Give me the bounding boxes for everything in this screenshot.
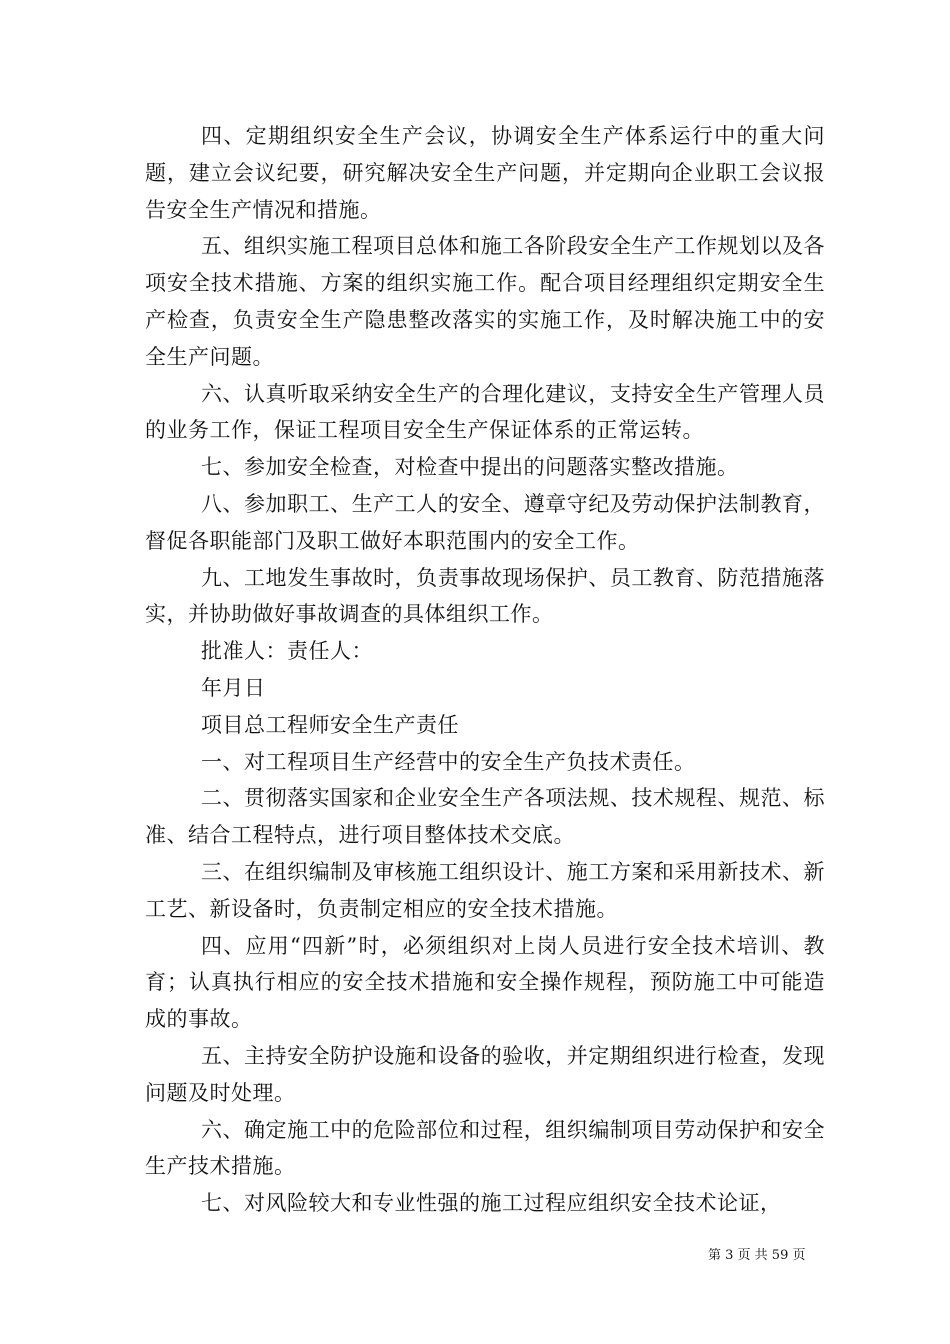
paragraph: 二、贯彻落实国家和企业安全生产各项法规、技术规程、规范、标准、结合工程特点，进行项目整体技术交底。 (145, 786, 825, 848)
paragraph: 一、对工程项目生产经营中的安全生产负技术责任。 (201, 749, 696, 774)
paragraph: 四、定期组织安全生产会议，协调安全生产体系运行中的重大问题，建立会议纪要，研究解决安全生产问题，并定期向企业职工会议报告安全生产情况和措施。 (145, 124, 825, 222)
paragraph: 七、参加安全检查，对检查中提出的问题落实整改措施。 (201, 455, 739, 480)
section-heading: 项目总工程师安全生产责任 (201, 712, 459, 737)
paragraph: 四、应用“四新”时，必须组织对上岗人员进行安全技术培训、教育；认真执行相应的安全技术措施和安全操作规程，预防施工中可能造成的事故。 (145, 933, 825, 1032)
date-line: 年月日 (201, 675, 266, 700)
document-body (145, 118, 825, 1222)
paragraph: 五、主持安全防护设施和设备的验收，并定期组织进行检查，发现问题及时处理。 (145, 1043, 825, 1105)
page-number-footer: 第 3 页 共 59 页 (708, 1248, 806, 1263)
paragraph: 九、工地发生事故时，负责事故现场保护、员工教育、防范措施落实，并协助做好事故调查的具体组织工作。 (145, 565, 825, 627)
paragraph: 六、认真听取采纳安全生产的合理化建议，支持安全生产管理人员的业务工作，保证工程项目安全生产保证体系的正常运转。 (145, 381, 825, 443)
paragraph: 六、确定施工中的危险部位和过程，组织编制项目劳动保护和安全生产技术措施。 (145, 1117, 825, 1179)
paragraph: 五、组织实施工程项目总体和施工各阶段安全生产工作规划以及各项安全技术措施、方案的组织实施工作。配合项目经理组织定期安全生产检查，负责安全生产隐患整改落实的实施工作，及时解决施工中的安全生产问题。 (145, 234, 825, 369)
paragraph: 三、在组织编制及审核施工组织设计、施工方案和采用新技术、新工艺、新设备时，负责制定相应的安全技术措施。 (145, 859, 825, 921)
signature-line: 批准人：责任人： (201, 639, 373, 664)
paragraph: 八、参加职工、生产工人的安全、遵章守纪及劳动保护法制教育，督促各职能部门及职工做好本职范围内的安全工作。 (145, 491, 825, 553)
paragraph: 七、对风险较大和专业性强的施工过程应组织安全技术论证， (201, 1191, 782, 1216)
